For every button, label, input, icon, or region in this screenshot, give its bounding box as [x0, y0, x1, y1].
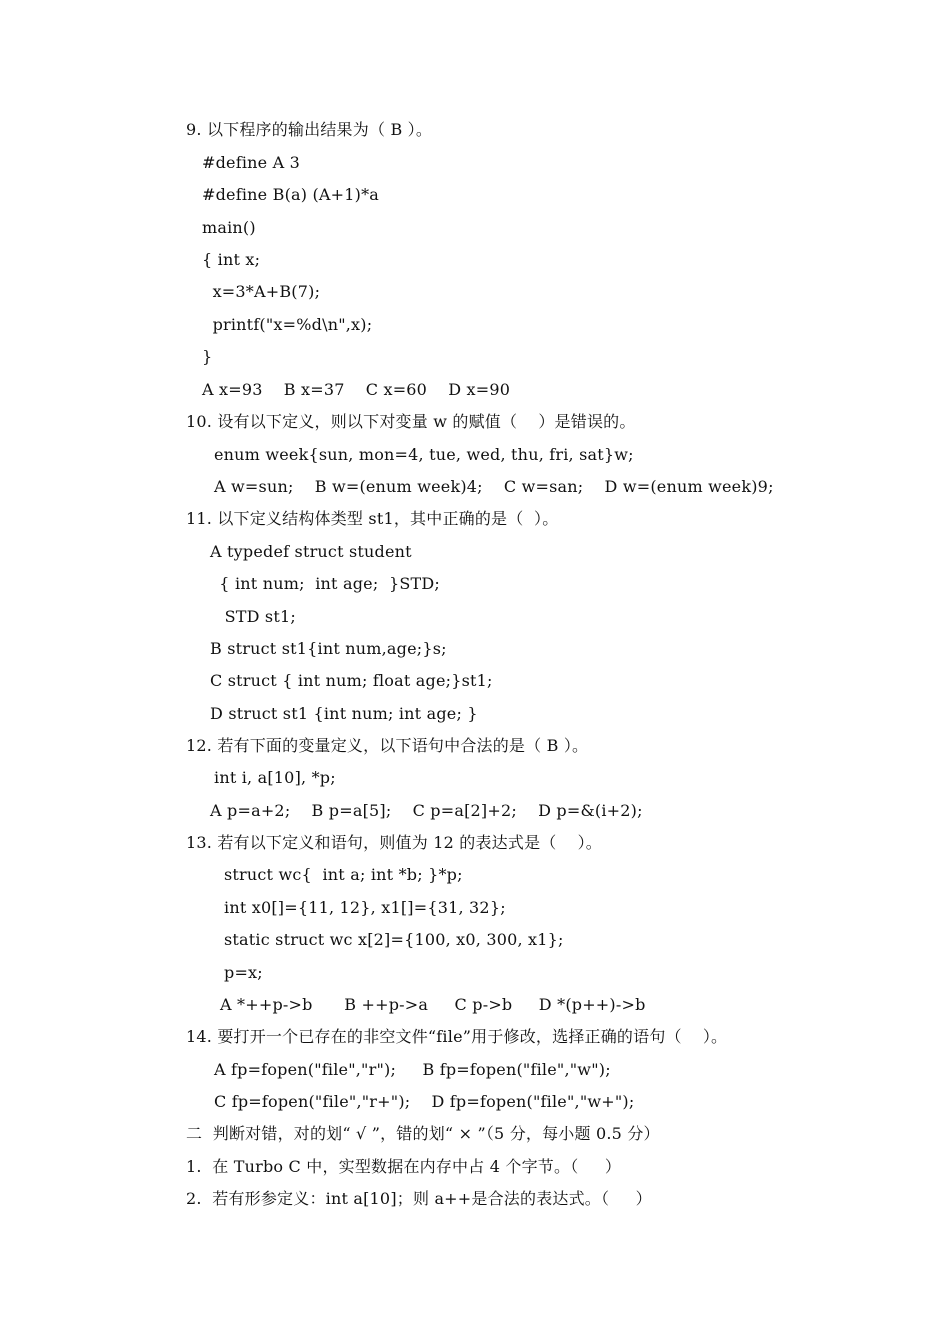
question-11-option-a-line: { int num; int age; }STD;	[214, 574, 441, 593]
question-11-option-c: C struct { int num; float age;}st1;	[210, 671, 493, 690]
question-9-code-line: #define A 3	[202, 153, 301, 172]
question-11-option-b: B struct st1{int num,age;}s;	[210, 639, 447, 658]
question-9-code-line: { int x;	[202, 250, 261, 269]
question-13-title: 13. 若有以下定义和语句，则值为 12 的表达式是（ ）。	[186, 833, 603, 852]
question-9-code-line: main()	[202, 218, 256, 237]
question-13-code-line: struct wc{ int a; int *b; }*p;	[224, 865, 463, 884]
question-14-options-row: A fp=fopen("file","r"); B fp=fopen("file","w");	[214, 1060, 611, 1079]
question-9-title: 9. 以下程序的输出结果为（ B ）。	[186, 120, 433, 139]
question-11-option-d: D struct st1 {int num; int age; }	[210, 704, 478, 723]
question-12-title: 12. 若有下面的变量定义，以下语句中合法的是（ B ）。	[186, 736, 589, 755]
section-2-heading: 二 判断对错，对的划“ √ ”，错的划“ × ”（5 分，每小题 0.5 分）	[186, 1124, 660, 1143]
question-13-code-line: int x0[]={11, 12}, x1[]={31, 32};	[224, 898, 506, 917]
question-13-code-line: p=x;	[224, 963, 263, 982]
question-11-option-a-line: A typedef struct student	[210, 542, 412, 561]
question-9-code-line: }	[202, 347, 213, 366]
question-9-options: A x=93 B x=37 C x=60 D x=90	[202, 380, 511, 399]
question-9-code-line: #define B(a) (A+1)*a	[202, 185, 380, 204]
question-9-code-line: x=3*A+B(7);	[202, 282, 321, 301]
question-12-options: A p=a+2; B p=a[5]; C p=a[2]+2; D p=&(i+2);	[210, 801, 643, 820]
question-9-code-line: printf("x=%d\n",x);	[202, 315, 373, 334]
question-10-options: A w=sun; B w=(enum week)4; C w=san; D w=(enum week)9;	[214, 477, 774, 496]
question-11-option-a-line: STD st1;	[214, 607, 296, 626]
question-14-options-row: C fp=fopen("file","r+"); D fp=fopen("file","w+");	[214, 1092, 635, 1111]
true-false-item: 2. 若有形参定义：int a[10]；则 a++是合法的表达式。（ ）	[186, 1189, 652, 1208]
question-12-code: int i, a[10], *p;	[214, 768, 336, 787]
true-false-item: 1. 在 Turbo C 中，实型数据在内存中占 4 个字节。（ ）	[186, 1157, 622, 1176]
question-13-options: A *++p->b B ++p->a C p->b D *(p++)->b	[220, 995, 646, 1014]
question-10-title: 10. 设有以下定义，则以下对变量 w 的赋值（ ）是错误的。	[186, 412, 636, 431]
question-13-code-line: static struct wc x[2]={100, x0, 300, x1};	[224, 930, 564, 949]
question-11-title: 11. 以下定义结构体类型 st1，其中正确的是（ ）。	[186, 509, 559, 528]
question-10-code: enum week{sun, mon=4, tue, wed, thu, fri, sat}w;	[214, 445, 634, 464]
question-14-title: 14. 要打开一个已存在的非空文件“file”用于修改，选择正确的语句（ ）。	[186, 1027, 728, 1046]
